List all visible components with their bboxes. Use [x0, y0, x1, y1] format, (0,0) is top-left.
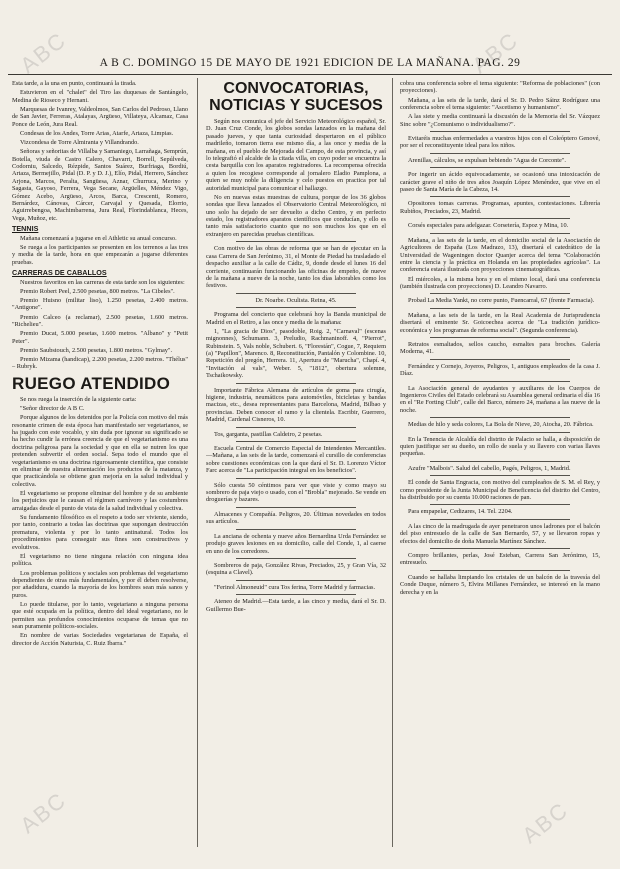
- separator: [430, 548, 570, 549]
- paragraph: Premio Mizama (handicap), 2.200 pesetas, 2.200 metros. "Thélus" – Rubryk.: [12, 355, 188, 371]
- separator: [236, 594, 356, 595]
- paragraph: El vegetarismo no tiene ninguna relación con ninguna idea política.: [12, 552, 188, 568]
- paragraph: Lo puede titularse, por lo tanto, vegetariano a ninguna persona que esté ocupada en la política, dentro del ideal vegetariano, no le permiten sus profundos conocimientos ocuparse de temas que no sean puramente políticos-sociales.: [12, 600, 188, 631]
- paragraph: Sombreros de paja, González Rivas, Preciados, 25, y Gran Vía, 32 (esquina a Clavel).: [206, 561, 386, 577]
- separator: [430, 293, 570, 294]
- paragraph: Opositores tomas carreras. Programas, apuntes, contestaciones. Librería Rubiños, Preciados, 23, Madrid.: [400, 200, 600, 215]
- paragraph: Para empapelar, Cedizares, 14. Tel. 2204.: [408, 508, 513, 516]
- paragraph: A las siete y media continuará la discusión de la Memoria del Sr. Vázquez Sinc sobre "¿Comunismo o individualismo?".: [400, 113, 600, 128]
- separator: [236, 580, 356, 581]
- paragraph: Medias de hilo y seda colores, La Bola de Nieve, 20, Atocha, 20. Fábrica.: [408, 421, 594, 429]
- paragraph: En la Tenencia de Alcaldía del distrito de Palacio se halla, a disposición de quien justifique ser su dueño, un rollo de suela y su llavero con varias llaves pequeñas.: [400, 435, 600, 458]
- paragraph: Mañana, a las seis de la tarde, dará el Sr. D. Pedro Sáinz Rodríguez una conferencia sobre el tema siguiente: "Ascetismo y humanismo".: [400, 96, 600, 112]
- separator: [236, 427, 356, 428]
- paragraph: Su fundamento filosófico es el respeto a todo ser viviente, siendo, por tanto, contrario a todas las doctrinas que supongan destrucción prematura, violenta y por lo tanto antinatural. Todos los procedimientos para conseguir sus fines son constructivos y evolutivos.: [12, 514, 188, 551]
- paragraph: En nombre de varias Sociedades vegetarianas de España, el director de Acción Naturista, C. Ruiz Ibarra.": [12, 632, 188, 647]
- paragraph: Por ingerir un ácido equivocadamente, se ocasionó una intoxicación de carácter grave el niño de tres años Joaquín López Menéndez, que vive en el paseo de Santa María de la Cabeza, 14.: [400, 171, 600, 194]
- paragraph: Premio Saubstouch, 2.500 pesetas, 1.800 metros. "Gylmay".: [20, 346, 173, 354]
- paragraph: Mañana, a las seis de la tarde, en el domicilio social de la Asociación de Agricultores de España (Los Madrazo, 13), disertará el catedrático de la Universidad de Wageningen doctor Quanjer acerca del tema "Colaboración entre la ciencia y la práctica en Holanda en las propiedades agrícolas". La conferencia estará ilustrada con proyecciones cinematográficas.: [400, 236, 600, 274]
- separator: [430, 359, 570, 360]
- separator: [236, 241, 356, 242]
- paragraph: Premio Huisno (militar liso), 1.250 pesetas, 2.400 metros. "Antigone".: [12, 296, 188, 312]
- paragraph: Porque algunos de los detenidos por la Policía con motivo del más resonante crimen de esta época han manifestado ser vegetarianos, se ha jugado con este vocablo, y sin duda por ignorar su significado se ha hecho cundir la errónea creencia de que el vegetarianismo es una doctrina peligrosa para la sociedad y que en ella se nutren los que pretenden subvertir el orden social. Sepa todo el mundo que el vegetarianismo es una doctrina rigurosamente científica, que consiste en eliminar de nuestra alimentación los productos de la matanza, y que practicándola se obtiene gran mejoría en la salud individual y colectiva.: [12, 414, 188, 488]
- separator: [430, 475, 570, 476]
- section-title-tennis: TENNIS: [12, 224, 39, 234]
- paragraph: Nuestros favoritos en las carreras de esta tarde son los siguientes:: [20, 278, 185, 286]
- paragraph: Cuando se hallaba limpiando los cristales de un balcón de la travesía del Conde Duque, número 5, Elvira Millanes Fernández, se interesó en la mano derecha y en la: [400, 573, 600, 596]
- paragraph: Arenillas, cálculos, se expulsan bebiendo "Agua de Corconte".: [408, 156, 566, 164]
- paragraph: Evitaréis muchas enfermedades a vuestros hijos con el Coleóptero Genové, por ser el reconstituyente ideal para los niños.: [400, 135, 600, 150]
- ad-line: Tos, garganta, pastillas Caldeiro, 2 pesetas.: [214, 430, 323, 438]
- paragraph: Premio Calceo (a reclamar), 2.500 pesetas, 1.600 metros. "Richelieu".: [12, 313, 188, 328]
- paragraph: Importante Fábrica Alemana de artículos de goma para cirugía, higiene, industria, neumáticos para automóviles, bicicletas y bandas macizas, etc., desea representantes para Barcelona, Madrid, Bilbao y provincias. Deben conocer el ramo y la clientela. Escribir, Guerrero, Madrid, Cardenal Cisneros, 10.: [206, 386, 386, 424]
- paragraph: Vizcondesa de Torre Almiranta y Villandrando.: [20, 139, 139, 147]
- paragraph: Programa del concierto que celebrará hoy la Banda municipal de Madrid en el Retiro, a las once y media de la mañana:: [206, 311, 386, 326]
- separator: [430, 153, 570, 154]
- separator: [236, 529, 356, 530]
- separator: [236, 441, 356, 442]
- paragraph: Premio Ducat, 5.000 pesetas, 1.600 metros. "Albano" y "Petit Peter".: [12, 330, 188, 345]
- separator: [236, 383, 356, 384]
- separator: [430, 519, 570, 520]
- paragraph: La Asociación general de ayudantes y auxiliares de los Cuerpos de Ingenieros Civiles del Estado celebrará su Asamblea general ordinaria el día 16 en el "Re Forting Club", calle del Barco, número 24, mañana a las nueve de la noche.: [400, 384, 600, 414]
- paragraph: Estuvieron en el "chalet" del Tiro las duquesas de Santángelo, Medina de Rioseco y Hernani.: [12, 89, 188, 104]
- header-rule: [8, 74, 612, 75]
- watermark: ABC: [15, 786, 72, 839]
- paragraph: Condesas de los Andes, Torre Arias, Atarfe, Artaza, Limpias.: [20, 129, 174, 137]
- separator: [430, 504, 570, 505]
- paragraph: Ateneo de Madrid.—Esta tarde, a las cinco y media, dará el Sr. D. Guillermo Bue-: [206, 598, 386, 613]
- paragraph: Escuela Central de Comercio Especial de Intendentes Mercantiles.—Mañana, a las seis de la tarde, comenzará el cursillo de conferencias sobre cuestiones económicas con la que dará el Sr. D. Lorenzo Víctor Farc acerca de "La participación integral en los beneficios".: [206, 445, 386, 475]
- paragraph: El conde de Santa Engracia, con motivo del cumpleaños de S. M. el Rey, y como presidente de la Junta Municipal de Beneficencia del distrito del Centro, ha distribuido por su cuenta 10.000 raciones de pan.: [400, 479, 600, 502]
- column-1: [12, 80, 188, 851]
- paragraph: Señoras y señoritas de Villalba y Samaniego, Larrañaga, Semprún, Botella, viuda de Castro Calero, Chavarri, Borrell, Sepúlveda, Codorniu, Salcedo, Rézpide, Santos Suárez, Burfriaga, Bordiú, Artaza, Bermejillo, Pidal (D. P. y D. J.), Elío, Pidal, Herrero, Sánchez Arjona, Marcos, Peralta, Sangüesa, Aznar, Churruca, Merino y Sagasta, Gayoso, Ferrera, Vega Secane, Argüelles, Méndez Vigo, Gómez Acebo, Argüeso, Arcos, Barca, Crescenti, Romero, Bernárdez, Cánovas, Cárcer, Carvajal y Quesada, Elorrio, Aguirrebengoa, Machimbarrena, Jura Real, Florindablanca, Heces, Vega, Muñoz, etc.: [12, 148, 188, 222]
- paragraph: Probad La Media Yankt, no corre punto, Fuencarral, 67 (frente Farmacia).: [408, 297, 595, 305]
- paragraph: Los problemas políticos y sociales son problemas del vegetarismo dependientes de otras más fundamentales, y por él deben resolverse, por añadidura, cuando la mayoría de los hombres sean más sanos y puros.: [12, 569, 188, 599]
- separator: [430, 218, 570, 219]
- separator: [236, 307, 356, 308]
- paragraph: Premio Robert Peel, 2.500 pesetas, 800 metros. "La Cibeles".: [20, 287, 175, 295]
- paragraph: A las cinco de la madrugada de ayer penetraron unos ladrones por el balcón del piso entresuelo de la calle de San Bernardo, 57, y se llevaron ropas y efectos del domicilio de doña Manuela Martínez Sánchez.: [400, 522, 600, 545]
- paragraph: Mañana, a las seis de la tarde, en la Real Academia de Jurisprudencia disertará el eminente Sr. Goicoechea acerca de "La tradición jurídico-económica y los programas de reforma social". (Segunda conferencia).: [400, 311, 600, 334]
- section-title-races: CARRERAS DE CABALLOS: [12, 268, 107, 278]
- paragraph: Esta tarde, a la una en punto, continuará la tirada.: [12, 80, 137, 87]
- paragraph: Se ruega a los participantes se presenten en los terrenos a las tres y media de la tarde, hora en que empezarán a jugarse diferentes pruebas.: [12, 243, 188, 266]
- paragraph: Retratos esmaltados, sellos caucho, esmaltes para broches. Galería Moderna, 41.: [400, 340, 600, 356]
- separator: [430, 233, 570, 234]
- column-divider: [197, 78, 198, 847]
- paragraph: Corsés especiales para adelgazar. Corsetería, Espoz y Mina, 10.: [408, 222, 569, 230]
- separator: [430, 432, 570, 433]
- paragraph: Almacenes y Compañía. Peligros, 20. Últimas novedades en todos sus artículos.: [206, 510, 386, 526]
- separator: [430, 461, 570, 462]
- separator: [236, 478, 356, 479]
- article-title-ruego: RUEGO ATENDIDO: [12, 373, 171, 393]
- paragraph: Mañana comenzará a jugarse en el Athletic su anual concurso.: [20, 234, 177, 242]
- paragraph: El vegetarismo se propone eliminar del hombre y de su ambiente los perjuicios que le causan el régimen carnívoro y las costumbres arraigadas desde el punto de vista de la salud individual y colectiva.: [12, 490, 188, 512]
- separator: [430, 196, 570, 197]
- separator: [430, 131, 570, 132]
- paragraph: Se nos ruega la inserción de la siguiente carta:: [20, 395, 137, 403]
- paragraph: No en nuevas estas muestras de cultura, porque de los 36 globos sondas que lleva lanzados el Observatorio Central Meteorológico, ni uno solo ha dejado de ser devuelto a dicho Centro, y en perfecto estado, los registradores aparatos científicos que conducían, y ello es tanto más satisfactorio cuanto que no son muchos los que en el extranjero en parecidas pruebas científicas.: [206, 193, 386, 238]
- separator: [236, 558, 356, 559]
- watermark: ABC: [15, 26, 72, 79]
- separator: [430, 337, 570, 338]
- separator: [236, 293, 356, 294]
- paragraph: Marquesas de Ivanrey, Valdeolmos, San Carlos del Pedroso, Llano de San Javier, Ferreras, Atalayas, Argüeso, Villateya, Alcamaz, Casa Ponce de León, Jura Real.: [12, 105, 188, 128]
- paragraph: Compro brillantes, perlas, José Esteban, Carrera San Jerónimo, 15, entresuelo.: [400, 552, 600, 567]
- paragraph: "Señor director de A B C.: [20, 404, 85, 412]
- separator: [430, 167, 570, 168]
- watermark: ABC: [517, 796, 574, 849]
- separator: [430, 381, 570, 382]
- paragraph: cobra una conferencia sobre el tema siguiente: "Reforma de poblaciones" (con proyecciones).: [400, 80, 600, 95]
- column-divider: [392, 78, 393, 847]
- paragraph: Fernández y Cornejo, Joyeros, Peligros, 1, antiguos empleados de la casa J. Díaz.: [400, 362, 600, 378]
- paragraph: La anciana de ochenta y nueve años Bernardina Urda Fernández se produjo graves lesiones en su domicilio, calle del Conde, 1, al caerse en uno de los corredores.: [206, 532, 386, 555]
- paragraph: Sólo cuesta 50 céntimos para ver que viste y como mayo su sombrero de paja viejo o usado, con el "Brobla" mejorado. Se vende en droguerías y bazares.: [206, 481, 386, 504]
- separator: [430, 308, 570, 309]
- paragraph: Según nos comunica el jefe del Servicio Meteorológico español, Sr. D. Juan Cruz Conde, los globos sondas lanzados en la mañana del pasado jueves, y que tanta curiosidad despertaron en el público madrileño, tomaron tierra ese mismo día, a las once y media de la mañana, en el pueblo de Mejorada del Campo, de esta provincia, y así lo telegrafió el alcalde de la citada villa, en cuyo poder se encuentra la cesta barquilla con los aparatos registradores. La recompensa ofrecida a quien los recogiese corresponde al jornalero Eladio Pamplona, a quien se muy noble la diligencia y celo puestos en practica por tal autoridad municipal para comunicar el hallazgo.: [206, 118, 386, 192]
- column-3: [400, 80, 600, 851]
- paragraph: "Ferinol Almoneuid" cura Tos ferina, Torre Madrid y farmacias.: [214, 583, 376, 591]
- paragraph: 1, "La gracia de Dios", pasodoble, Roig. 2, "Carnaval" (escenas mignonnes), Schumann. 3, Preludio, Rachmaninoff. 4, "Pierrot", Rubinstein. 5, Vals noble, Schubert. 6, "Florestán", Cogue, 7, Requiem (a) "Papillon", Marenco. 8, Reconstitución, Pantalón y Colombine. 10, Repetición del pregón, Herrera. 11, Apertura de "Marucha", Chapí. 4, "Invitación al vals", Weber. 5, "1812", obertura solemne, Tschaikowsky.: [206, 327, 386, 380]
- ad-line: Dr. Noarbe. Oculista. Reina, 45.: [255, 296, 337, 304]
- section-title-convocatorias: CONVOCATORIAS, NOTICIAS Y SUCESOS: [209, 80, 383, 114]
- watermark: ABC: [467, 26, 524, 79]
- separator: [430, 417, 570, 418]
- paragraph: Con motivo de las obras de reforma que se han de ejecutar en la casa Carrera de San Jerónimo, 31, el Monte de Piedad ha trasladado el despacho auxiliar a la calle de Cádiz, 9, donde desde el lunes 16 del corriente, continuarán funcionando las oficinas de empeño, de nueve de la mañana a nueve de la noche, tanto los días laborables como los festivos.: [206, 245, 386, 290]
- page-header: A B C. DOMINGO 15 DE MAYO DE 1921 EDICION DE LA MAÑANA. PAG. 29: [99, 57, 521, 69]
- column-2: [206, 80, 386, 851]
- separator: [236, 507, 356, 508]
- paragraph: El miércoles, a la misma hora y en el mismo local, dará una conferencia (también ilustrada con proyecciones) D. Leandro Navarro.: [400, 275, 600, 290]
- paragraph: Azufre "Malbois". Salud del cabello, Pagés, Peligros, 1, Madrid.: [408, 464, 571, 472]
- separator: [430, 570, 570, 571]
